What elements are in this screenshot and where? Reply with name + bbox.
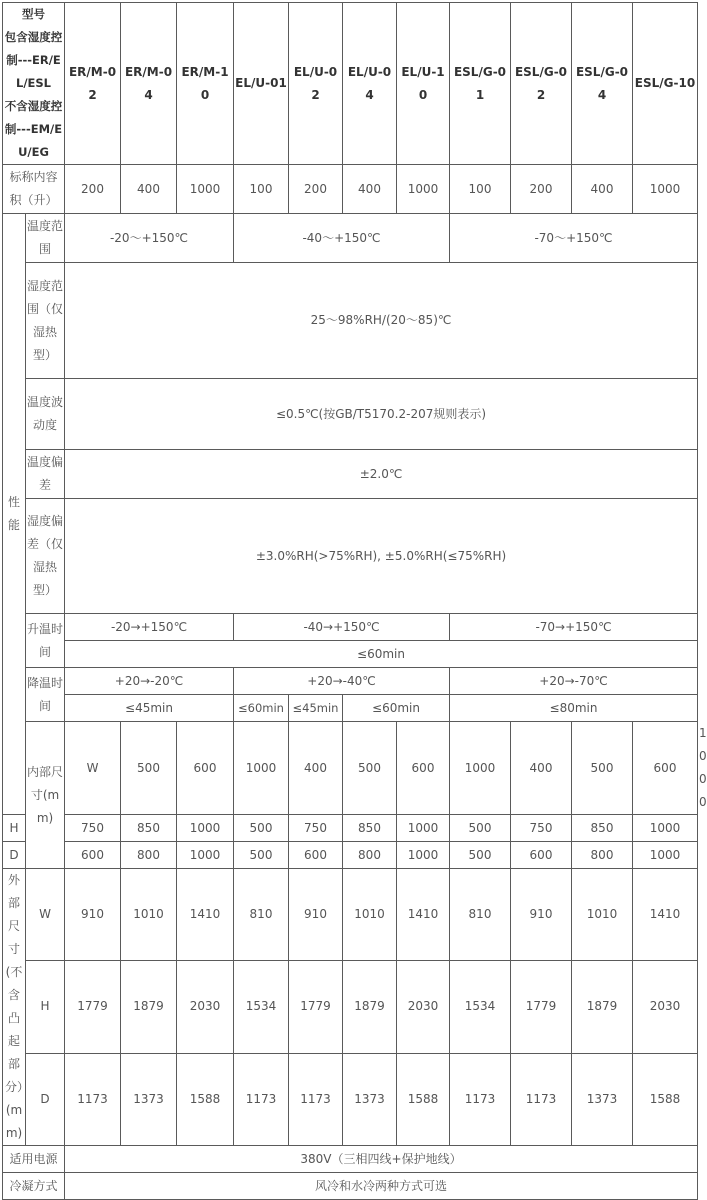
- temp-range-row: [3, 214, 698, 263]
- size-cell: 600: [511, 842, 572, 869]
- dim-label: H: [26, 961, 65, 1053]
- size-cell: 850: [572, 815, 633, 842]
- capacity-label: 标称内容积（升）: [3, 165, 65, 214]
- outer-size-row: [3, 961, 698, 1053]
- heating-time-row: [3, 641, 698, 668]
- model-label: 型号 包含湿度控制---ER/EL/ESL 不含湿度控制---EM/EU/EG: [3, 3, 65, 165]
- size-cell: 1779: [511, 961, 572, 1053]
- size-cell: 1588: [177, 1053, 234, 1145]
- size-cell: 500: [234, 842, 289, 869]
- dim-label: D: [3, 842, 26, 869]
- dim-label: H: [3, 815, 26, 842]
- capacity-cell: 100: [234, 165, 289, 214]
- humidity-deviation-label: 湿度偏差（仅湿热型）: [26, 499, 65, 614]
- cooling-time-row: [3, 695, 698, 722]
- humidity-deviation-cell: ±3.0%RH(>75%RH), ±5.0%RH(≤75%RH): [65, 499, 698, 614]
- size-cell: 400: [289, 722, 343, 815]
- size-cell: 1410: [177, 869, 234, 961]
- size-cell: 500: [450, 815, 511, 842]
- capacity-cell: 1000: [177, 165, 234, 214]
- size-cell: 850: [121, 815, 177, 842]
- condensing-cell: 风冷和水冷两种方式可选: [65, 1173, 698, 1200]
- size-cell: 1000: [397, 842, 450, 869]
- size-cell: 600: [633, 722, 698, 815]
- size-cell: 2030: [177, 961, 234, 1053]
- size-cell: 810: [450, 869, 511, 961]
- size-cell: 500: [343, 722, 397, 815]
- capacity-cell: 200: [289, 165, 343, 214]
- temp-range-cell: -70～+150℃: [450, 214, 698, 263]
- cooling-range-cell: +20→-20℃: [65, 668, 234, 695]
- size-cell: 1000: [450, 722, 511, 815]
- outer-size-row: [3, 1053, 698, 1145]
- size-cell: 800: [343, 842, 397, 869]
- model-header: ESL/G-02: [511, 3, 572, 165]
- size-cell: 800: [572, 842, 633, 869]
- condensing-row: [3, 1173, 698, 1200]
- heating-time-label: 升温时间: [26, 614, 65, 668]
- size-cell: 500: [234, 815, 289, 842]
- size-cell: 800: [121, 842, 177, 869]
- cooling-time-cell: ≤60min: [234, 695, 289, 722]
- temp-fluctuation-cell: ≤0.5℃(按GB/T5170.2-207规则表示): [65, 379, 698, 450]
- humidity-range-row: [3, 263, 698, 379]
- model-header: EL/U-04: [343, 3, 397, 165]
- model-header: ESL/G-04: [572, 3, 633, 165]
- cooling-range-cell: +20→-70℃: [450, 668, 698, 695]
- dim-label: D: [26, 1053, 65, 1145]
- size-cell: 1173: [289, 1053, 343, 1145]
- size-cell: 750: [511, 815, 572, 842]
- size-cell: 750: [289, 815, 343, 842]
- dim-label: W: [65, 722, 121, 815]
- size-cell: 1173: [65, 1053, 121, 1145]
- spec-table: [2, 2, 707, 1200]
- capacity-cell: 400: [343, 165, 397, 214]
- capacity-cell: 400: [572, 165, 633, 214]
- size-cell: 1173: [234, 1053, 289, 1145]
- performance-group-label: 性能: [3, 214, 26, 815]
- size-cell: 1000: [177, 842, 234, 869]
- humidity-range-cell: 25～98%RH/(20～85)℃: [65, 263, 698, 379]
- power-row: [3, 1146, 698, 1173]
- model-header: ESL/G-10: [633, 3, 698, 165]
- size-cell: 2030: [633, 961, 698, 1053]
- size-cell: 1779: [65, 961, 121, 1053]
- humidity-deviation-row: [3, 499, 698, 614]
- temp-fluctuation-row: [3, 379, 698, 450]
- temp-range-cell: -20～+150℃: [65, 214, 234, 263]
- size-cell: 910: [289, 869, 343, 961]
- outer-size-label: 外部尺寸(不含凸起部分）(mm): [3, 869, 26, 1146]
- capacity-cell: 1000: [633, 165, 698, 214]
- cooling-time-label: 降温时间: [26, 668, 65, 722]
- temp-deviation-cell: ±2.0℃: [65, 450, 698, 499]
- model-header: EL/U-10: [397, 3, 450, 165]
- dim-label: W: [26, 869, 65, 961]
- capacity-cell: 100: [450, 165, 511, 214]
- size-cell: 1000: [177, 815, 234, 842]
- cooling-time-cell: ≤80min: [450, 695, 698, 722]
- size-cell: 1588: [633, 1053, 698, 1145]
- size-cell: 600: [177, 722, 234, 815]
- size-cell: 1373: [572, 1053, 633, 1145]
- cooling-time-cell: ≤60min: [343, 695, 450, 722]
- size-cell: 1534: [234, 961, 289, 1053]
- size-cell: 1879: [121, 961, 177, 1053]
- size-cell: 810: [234, 869, 289, 961]
- size-cell: 1000: [397, 815, 450, 842]
- heating-time-cell: ≤60min: [65, 641, 698, 668]
- size-cell: 500: [450, 842, 511, 869]
- model-header: ER/M-02: [65, 3, 121, 165]
- size-cell: 910: [65, 869, 121, 961]
- size-cell: 1010: [572, 869, 633, 961]
- heating-range-cell: -70→+150℃: [450, 614, 698, 641]
- size-cell: 600: [289, 842, 343, 869]
- size-cell: 1000: [633, 842, 698, 869]
- size-cell: 1588: [397, 1053, 450, 1145]
- size-cell: 600: [65, 842, 121, 869]
- cooling-time-cell: ≤45min: [65, 695, 234, 722]
- size-cell: 850: [343, 815, 397, 842]
- size-cell: 1173: [450, 1053, 511, 1145]
- size-cell: 500: [121, 722, 177, 815]
- capacity-cell: 400: [121, 165, 177, 214]
- temp-range-label: 温度范围: [26, 214, 65, 263]
- model-header: ER/M-10: [177, 3, 234, 165]
- header-row: [3, 3, 698, 165]
- size-cell: 1000: [234, 722, 289, 815]
- size-cell: 500: [572, 722, 633, 815]
- size-cell: 600: [397, 722, 450, 815]
- power-label: 适用电源: [3, 1146, 65, 1173]
- cooling-range-row: [3, 668, 698, 695]
- size-cell: 1410: [397, 869, 450, 961]
- size-cell: 910: [511, 869, 572, 961]
- capacity-cell: 200: [511, 165, 572, 214]
- outer-size-row: [3, 869, 698, 961]
- size-cell: 1373: [121, 1053, 177, 1145]
- capacity-cell: 200: [65, 165, 121, 214]
- power-cell: 380V（三相四线+保护地线）: [65, 1146, 698, 1173]
- cooling-time-cell: ≤45min: [289, 695, 343, 722]
- size-cell: 1000: [633, 815, 698, 842]
- inner-size-row: [3, 815, 698, 842]
- size-cell: 1534: [450, 961, 511, 1053]
- size-cell: 750: [65, 815, 121, 842]
- size-cell: 1779: [289, 961, 343, 1053]
- model-header: EL/U-02: [289, 3, 343, 165]
- size-cell: 1879: [572, 961, 633, 1053]
- temp-range-cell: -40～+150℃: [234, 214, 450, 263]
- inner-size-row: [3, 842, 698, 869]
- inner-size-label: 内部尺寸(mm): [26, 722, 65, 869]
- size-cell: 1410: [633, 869, 698, 961]
- size-cell: 1879: [343, 961, 397, 1053]
- size-cell: 400: [511, 722, 572, 815]
- size-cell: 1173: [511, 1053, 572, 1145]
- inner-size-row: 内部尺寸(mm) W 500 600 1000 400 500 600 1000 400 500 600 1000: [3, 722, 698, 815]
- heating-range-cell: -20→+150℃: [65, 614, 234, 641]
- capacity-cell: 1000: [397, 165, 450, 214]
- size-cell: 1373: [343, 1053, 397, 1145]
- temp-deviation-label: 温度偏差: [26, 450, 65, 499]
- heating-range-row: [3, 614, 698, 641]
- capacity-row: [3, 165, 698, 214]
- model-header: EL/U-01: [234, 3, 289, 165]
- size-cell: 1010: [121, 869, 177, 961]
- size-cell: 1010: [343, 869, 397, 961]
- size-cell: 2030: [397, 961, 450, 1053]
- model-header: ESL/G-01: [450, 3, 511, 165]
- condensing-label: 冷凝方式: [3, 1173, 65, 1200]
- temp-fluctuation-label: 温度波动度: [26, 379, 65, 450]
- humidity-range-label: 湿度范围（仅湿热型）: [26, 263, 65, 379]
- temp-deviation-row: [3, 450, 698, 499]
- heating-range-cell: -40→+150℃: [234, 614, 450, 641]
- model-header: ER/M-04: [121, 3, 177, 165]
- cooling-range-cell: +20→-40℃: [234, 668, 450, 695]
